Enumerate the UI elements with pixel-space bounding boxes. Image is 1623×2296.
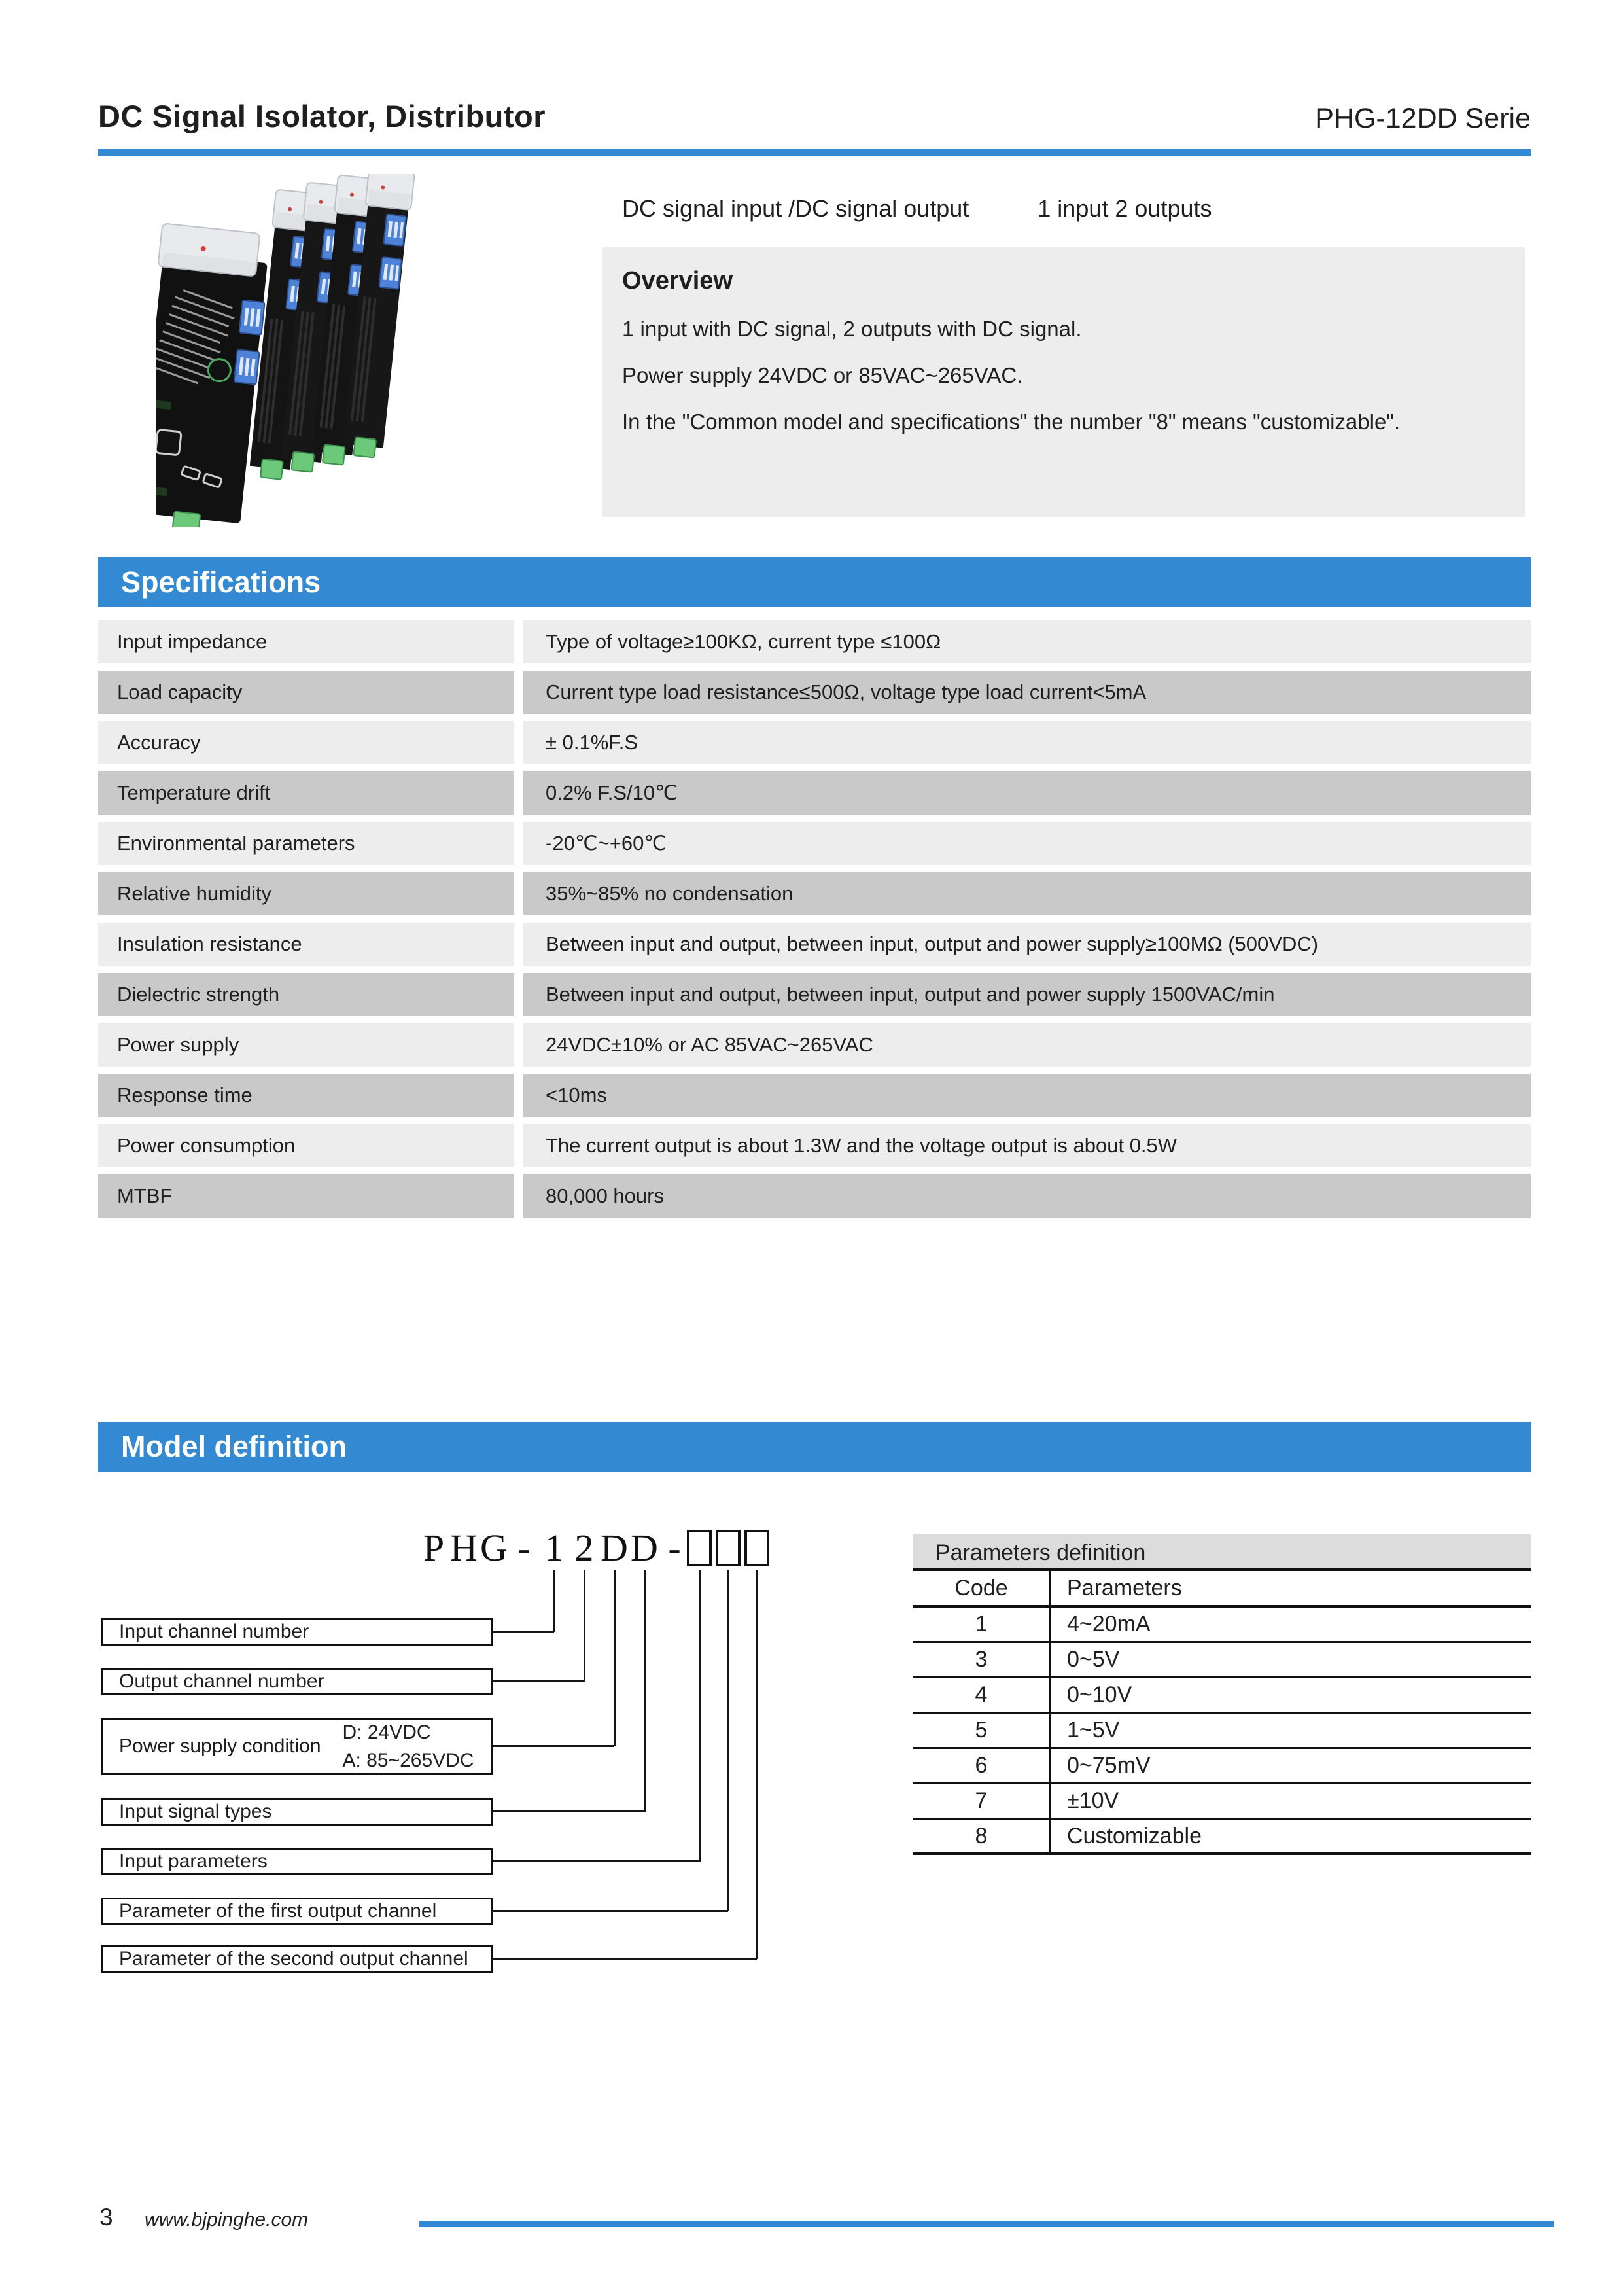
model-label-text: Input signal types	[119, 1801, 272, 1822]
spec-column-gap	[514, 771, 523, 815]
spec-row	[98, 721, 1531, 764]
model-code-box	[716, 1530, 741, 1566]
spec-row-label: Dielectric strength	[98, 973, 514, 1016]
spec-column-gap	[514, 973, 523, 1016]
parameters-header-row	[913, 1571, 1531, 1608]
model-label-text: Parameter of the second output channel	[119, 1948, 468, 1969]
model-label-text: Output channel number	[119, 1670, 324, 1692]
spec-row	[98, 1174, 1531, 1218]
model-label-box	[101, 1898, 493, 1925]
parameters-value-cell: 0~75mV	[1067, 1753, 1151, 1778]
model-code-char: 2	[574, 1527, 594, 1569]
parameters-code-cell: 5	[913, 1714, 1051, 1747]
model-label-box	[101, 1718, 493, 1775]
connector-line	[493, 1680, 584, 1682]
spec-column-gap	[514, 822, 523, 865]
connector-line	[727, 1570, 729, 1911]
parameters-table	[913, 1534, 1531, 1855]
spec-row-value: 80,000 hours	[523, 1174, 1531, 1218]
model-label-text: Parameter of the first output channel	[119, 1900, 437, 1922]
spec-column-gap	[514, 620, 523, 663]
connector-line	[493, 1810, 644, 1812]
parameters-header-code: Code	[913, 1571, 1051, 1605]
spec-column-gap	[514, 1023, 523, 1067]
connector-line	[553, 1570, 555, 1632]
parameters-table-body	[913, 1571, 1531, 1855]
model-label-box	[101, 1668, 493, 1695]
spec-row-value: ± 0.1%F.S	[523, 721, 1531, 764]
model-label-value: A: 85~265VDC	[342, 1749, 474, 1771]
parameters-row	[913, 1643, 1531, 1678]
model-label-text: Input channel number	[119, 1621, 309, 1642]
website-link[interactable]: www.bjpinghe.com	[145, 2209, 309, 2231]
spec-row	[98, 973, 1531, 1016]
intro-io-text: DC signal input /DC signal output	[622, 195, 969, 222]
spec-row-value: 0.2% F.S/10℃	[523, 771, 1531, 815]
parameters-code-cell: 4	[913, 1678, 1051, 1712]
spec-row-value: Type of voltage≥100KΩ, current type ≤100Ω	[523, 620, 1531, 663]
spec-column-gap	[514, 1174, 523, 1218]
spec-row	[98, 1074, 1531, 1117]
spec-row	[98, 923, 1531, 966]
parameters-row	[913, 1784, 1531, 1820]
overview-line: 1 input with DC signal, 2 outputs with DC signal.	[622, 317, 1082, 341]
model-code-char: H	[450, 1527, 478, 1569]
parameters-code-cell: 1	[913, 1608, 1051, 1641]
spec-row	[98, 822, 1531, 865]
spec-column-gap	[514, 671, 523, 714]
connector-line	[493, 1860, 699, 1862]
parameters-value-cell: ±10V	[1067, 1788, 1119, 1813]
parameters-value-cell: 0~10V	[1067, 1682, 1132, 1707]
spec-row-label: Environmental parameters	[98, 822, 514, 865]
spec-row-label: Load capacity	[98, 671, 514, 714]
spec-row-label: Response time	[98, 1074, 514, 1117]
isolator-module-front	[156, 223, 271, 527]
model-label-box	[101, 1618, 493, 1646]
model-label-box	[101, 1798, 493, 1826]
specifications-banner: Specifications	[98, 557, 1531, 607]
model-code-char: D	[601, 1527, 628, 1569]
spec-row-value: Between input and output, between input, output and power supply 1500VAC/min	[523, 973, 1531, 1016]
series-title: PHG-12DD Serie	[1315, 103, 1531, 134]
parameters-value-cell: 0~5V	[1067, 1647, 1120, 1672]
parameters-header-params: Parameters	[1067, 1575, 1182, 1600]
model-code-box	[744, 1530, 769, 1566]
parameters-value-cell: 4~20mA	[1067, 1612, 1151, 1636]
parameters-table-title: Parameters definition	[913, 1534, 1531, 1571]
parameters-row	[913, 1608, 1531, 1643]
overview-line: In the "Common model and specifications" the number "8" means "customizable".	[622, 410, 1401, 434]
spec-row-value: Current type load resistance≤500Ω, voltage type load current<5mA	[523, 671, 1531, 714]
spec-row	[98, 1023, 1531, 1067]
isolator-module-stack	[246, 174, 415, 490]
spec-row-label: Power supply	[98, 1023, 514, 1067]
model-definition-banner: Model definition	[98, 1422, 1531, 1472]
parameters-row	[913, 1820, 1531, 1855]
model-code-box	[687, 1530, 712, 1566]
overview-title: Overview	[622, 267, 733, 294]
model-label-text: Input parameters	[119, 1850, 268, 1872]
connector-line	[584, 1570, 585, 1682]
spec-row	[98, 1124, 1531, 1167]
spec-row	[98, 620, 1531, 663]
spec-row-value: 35%~85% no condensation	[523, 872, 1531, 915]
spec-row	[98, 771, 1531, 815]
parameters-code-cell: 8	[913, 1820, 1051, 1852]
model-label-text: Power supply condition	[119, 1735, 321, 1757]
intro-channels-text: 1 input 2 outputs	[1038, 195, 1212, 222]
spec-row-label: Input impedance	[98, 620, 514, 663]
model-code-char: 1	[544, 1527, 564, 1569]
connector-line	[493, 1631, 554, 1633]
overview-panel	[602, 247, 1525, 517]
spec-row	[98, 671, 1531, 714]
parameters-code-cell: 7	[913, 1784, 1051, 1818]
page-title: DC Signal Isolator, Distributor	[98, 99, 546, 133]
parameters-row	[913, 1749, 1531, 1784]
product-photo	[156, 174, 496, 527]
spec-row-label: Temperature drift	[98, 771, 514, 815]
model-label-box	[101, 1945, 493, 1973]
spec-column-gap	[514, 872, 523, 915]
model-code-char: -	[668, 1527, 681, 1569]
parameters-code-cell: 6	[913, 1749, 1051, 1782]
spec-row-value: Between input and output, between input, output and power supply≥100MΩ (500VDC)	[523, 923, 1531, 966]
spec-table	[98, 620, 1531, 1225]
spec-row-label: Relative humidity	[98, 872, 514, 915]
connector-line	[699, 1570, 701, 1862]
model-label-values	[343, 1722, 474, 1772]
model-code-char: G	[480, 1527, 508, 1569]
parameters-value-cell: 1~5V	[1067, 1718, 1120, 1742]
spec-row-label: Accuracy	[98, 721, 514, 764]
intro-line	[622, 195, 1212, 222]
model-code-char: P	[423, 1527, 445, 1569]
spec-row-label: MTBF	[98, 1174, 514, 1218]
spec-row-value: <10ms	[523, 1074, 1531, 1117]
spec-column-gap	[514, 1074, 523, 1117]
spec-row-value: The current output is about 1.3W and the voltage output is about 0.5W	[523, 1124, 1531, 1167]
model-label-value: D: 24VDC	[342, 1721, 431, 1743]
spec-row	[98, 872, 1531, 915]
spec-row-label: Insulation resistance	[98, 923, 514, 966]
overview-line: Power supply 24VDC or 85VAC~265VAC.	[622, 363, 1023, 387]
spec-column-gap	[514, 721, 523, 764]
model-definition-diagram	[98, 1505, 883, 1989]
connector-line	[756, 1570, 758, 1959]
parameters-code-cell: 3	[913, 1643, 1051, 1676]
product-photo-illustration	[156, 174, 496, 527]
connector-line	[493, 1745, 614, 1747]
connector-line	[493, 1910, 728, 1912]
connector-line	[614, 1570, 616, 1746]
parameters-row	[913, 1678, 1531, 1714]
spec-row-label: Power consumption	[98, 1124, 514, 1167]
spec-row-value: 24VDC±10% or AC 85VAC~265VAC	[523, 1023, 1531, 1067]
page-number: 3	[99, 2204, 113, 2231]
spec-row-value: -20℃~+60℃	[523, 822, 1531, 865]
parameters-value-cell: Customizable	[1067, 1823, 1202, 1848]
model-code-char: D	[631, 1527, 658, 1569]
model-code-char: -	[517, 1527, 531, 1569]
spec-column-gap	[514, 923, 523, 966]
model-label-box	[101, 1848, 493, 1875]
header-divider	[98, 149, 1531, 156]
connector-line	[493, 1958, 757, 1960]
connector-line	[644, 1570, 646, 1812]
footer-divider	[419, 2221, 1554, 2227]
spec-column-gap	[514, 1124, 523, 1167]
parameters-row	[913, 1714, 1531, 1749]
